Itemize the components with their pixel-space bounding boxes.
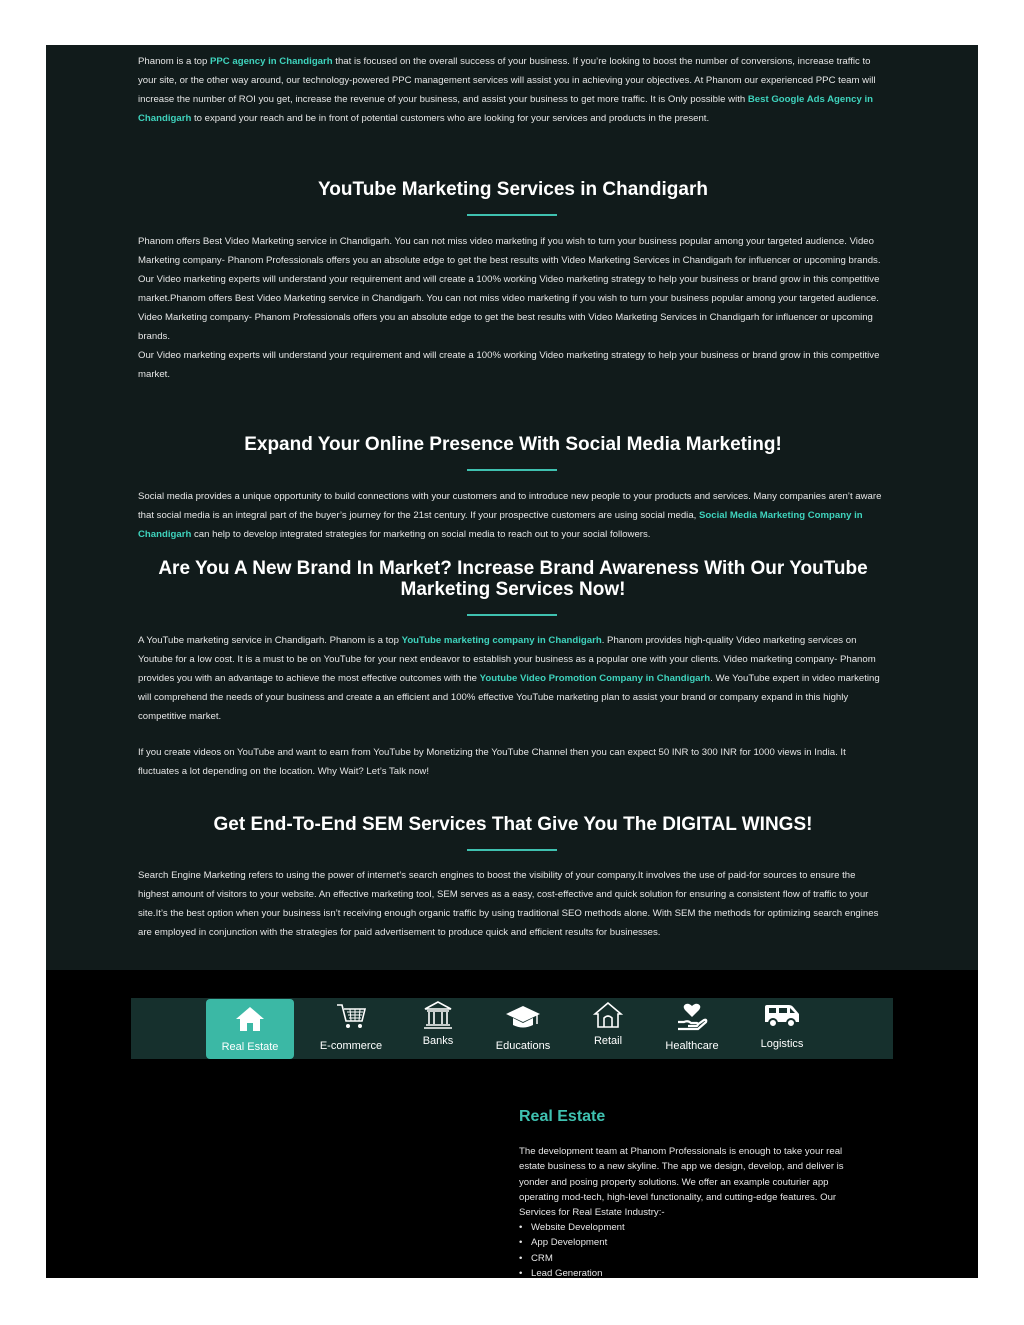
- brand-section-title: Are You A New Brand In Market? Increase Brand Awareness With Our YouTube Marketing Services Now!: [158, 558, 868, 600]
- store-icon: [593, 1001, 623, 1029]
- real-estate-description: The development team at Phanom Professionals is enough to take your real estate business to a new skyline. The app we design, develop, and deliver is yonder and posing property solutions. We offer an example couturier app operating mod-tech, high-level functionality, and cutting-edge features. Our Services for Real Estate Industry:-: [519, 1146, 844, 1219]
- brand-text-a: A YouTube marketing service in Chandigarh. Phanom is a top: [138, 635, 402, 646]
- tab-label: Banks: [422, 1035, 454, 1047]
- real-estate-title: Real Estate: [519, 1108, 606, 1125]
- social-paragraph: [138, 487, 888, 544]
- tab-healthcare[interactable]: [653, 998, 731, 1059]
- industry-tab-bar: [131, 998, 893, 1059]
- youtube-section-title: YouTube Marketing Services in Chandigarh: [318, 179, 708, 200]
- ppc-text-a: Phanom is a top: [138, 56, 210, 67]
- title-underline: [467, 214, 557, 216]
- house-icon: [234, 1005, 266, 1033]
- social-section-title: Expand Your Online Presence With Social Media Marketing!: [244, 434, 782, 455]
- youtube-marketing-company-link[interactable]: YouTube marketing company in Chandigarh: [401, 635, 602, 646]
- tab-ecommerce[interactable]: [311, 998, 391, 1059]
- tab-logistics[interactable]: [743, 998, 821, 1059]
- ppc-paragraph: [138, 52, 888, 128]
- heart-hand-icon: [675, 1002, 709, 1032]
- social-text-a: Social media provides a unique opportunity to build connections with your customers and to introduce new people to your products and services. Many companies aren’t aware that social media is an integral part of the buyer’s journey for the 21st century. If your prospective customers are using social media,: [138, 491, 882, 521]
- list-item: • App Development: [519, 1235, 625, 1250]
- social-media-company-link[interactable]: Social Media Marketing Company in Chandigarh: [138, 510, 863, 540]
- tab-educations[interactable]: [483, 998, 563, 1059]
- social-text-b: can help to develop integrated strategies for marketing on social media to reach out to your social followers.: [191, 529, 651, 540]
- title-underline: [467, 614, 557, 616]
- brand-paragraph-2: If you create videos on YouTube and want to earn from YouTube by Monetizing the YouTube Channel then you can expect 50 INR to 300 INR for 1000 views in India. It fluctuates a lot depending on the location. Why Wait? Let’s Talk now!: [138, 747, 846, 777]
- tab-label: Retail: [593, 1035, 623, 1047]
- tab-label: Logistics: [760, 1038, 804, 1050]
- tab-label: Educations: [495, 1040, 551, 1052]
- tab-retail[interactable]: [573, 998, 643, 1059]
- sem-section-title: Get End-To-End SEM Services That Give You The DIGITAL WINGS!: [213, 814, 813, 835]
- youtube-promotion-company-link[interactable]: Youtube Video Promotion Company in Chandigarh: [479, 673, 711, 684]
- youtube-paragraph-3: Our Video marketing experts will understand your requirement and will create a 100% working Video marketing strategy to help your business or brand grow in this competitive market.: [138, 350, 880, 380]
- cart-icon: [335, 1002, 367, 1030]
- ppc-text-b: that is focused on the overall success of your business. If you’re looking to boost the number of conversions, increase traffic to your site, or the other way around, our technology-powered PPC management services will assist you in achieving your objectives. At Phanom our experienced PPC team will increase the number of ROI you get, increase the revenue of your business, and assist your business to get more traffic. It is Only possible with: [138, 56, 876, 105]
- tab-real-estate[interactable]: [206, 999, 294, 1059]
- graduation-cap-icon: [504, 1004, 542, 1030]
- youtube-paragraph-1: Phanom offers Best Video Marketing service in Chandigarh. You can not miss video marketing if you wish to turn your business popular among your targeted audience. Video Marketing company- Phanom Professionals offers you an absolute edge to get the best results with Video Marketing Services in Chandigarh for influencer or upcoming brands.: [138, 236, 881, 266]
- list-item: • CRM: [519, 1251, 625, 1266]
- brand-text-c: . We YouTube expert in video marketing will comprehend the needs of your business and create a an efficient and 100% effective YouTube marketing plan to assist your brand or company expand in this highly competitive market.: [138, 673, 880, 722]
- google-ads-agency-link[interactable]: Best Google Ads Agency in Chandigarh: [138, 94, 873, 124]
- sem-paragraph: Search Engine Marketing refers to using the power of internet’s search engines to boost the visibility of your company.It involves the use of paid-for sources to ensure the highest amount of visitors to your website. An effective marketing tool, SEM serves as a easy, cost-effective and quick solution for ensuring a consistent flow of traffic to your site.It’s the best option when your business isn’t receiving enough organic traffic by using traditional SEO methods alone. With SEM the methods for optimizing search engines are employed in conjunction with the strategies for paid advertisement to produce quick and efficient results for businesses.: [138, 870, 879, 938]
- real-estate-services-list: [519, 1220, 625, 1281]
- title-underline: [467, 849, 557, 851]
- brand-text-b: . Phanom provides high-quality Video marketing services on Youtube for a low cost. It is a must to be on YouTube for your next endeavor to establish your business as a popular one with your clients. Video marketing company- Phanom provides you with an advantage to achieve the most effective outcomes with the: [138, 635, 876, 684]
- brand-paragraph-1: [138, 631, 888, 726]
- van-icon: [763, 1003, 801, 1029]
- tab-label: Real Estate: [221, 1041, 279, 1053]
- ppc-agency-link[interactable]: PPC agency in Chandigarh: [210, 56, 333, 67]
- tab-banks[interactable]: [403, 998, 473, 1059]
- title-underline: [467, 469, 557, 471]
- tab-label: Healthcare: [665, 1040, 719, 1052]
- youtube-paragraphs: [138, 232, 888, 384]
- ppc-text-c: to expand your reach and be in front of potential customers who are looking for your services and products in the present.: [191, 113, 710, 124]
- bank-icon: [422, 1000, 454, 1030]
- list-item: • Lead Generation: [519, 1266, 625, 1281]
- tab-label: E-commerce: [319, 1040, 383, 1052]
- list-item: • Website Development: [519, 1220, 625, 1235]
- youtube-paragraph-2: Our Video marketing experts will understand your requirement and will create a 100% working Video marketing strategy to help your business or brand grow in this competitive market.Phanom offers Best Video Marketing service in Chandigarh. You can not miss video marketing if you wish to turn your business popular among your targeted audience. Video Marketing company- Phanom Professionals offers you an absolute edge to get the best results with Video Marketing Services in Chandigarh for influencer or upcoming brands.: [138, 274, 880, 342]
